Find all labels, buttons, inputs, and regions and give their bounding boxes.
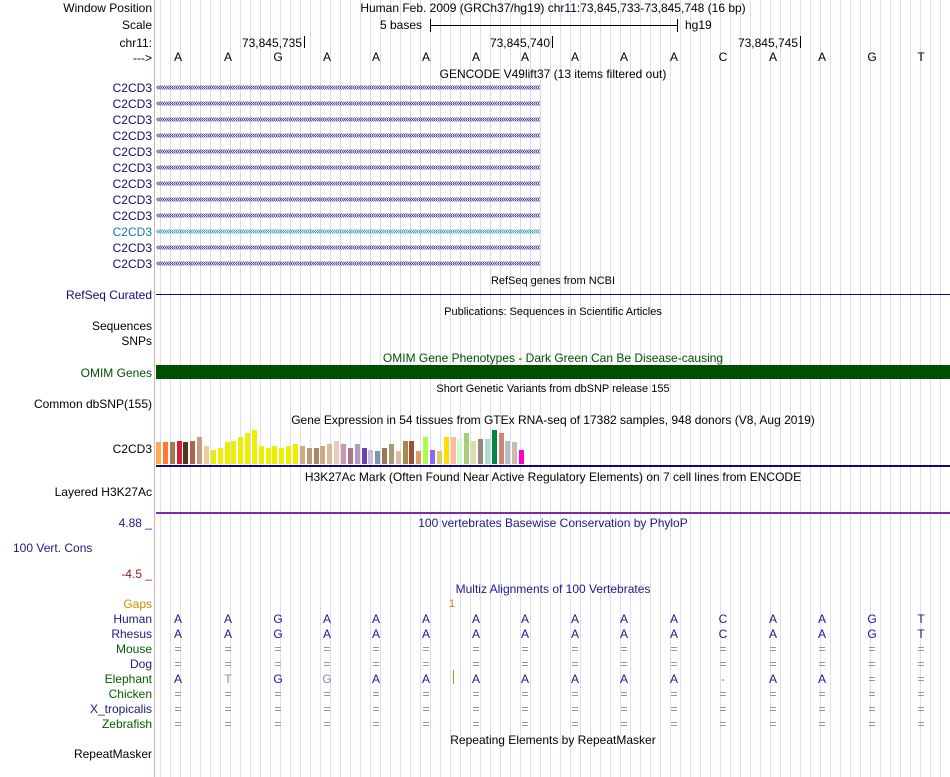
- gencode-transcript-label[interactable]: C2CD3: [112, 145, 152, 159]
- gtex-tissue-bar[interactable]: [416, 451, 421, 464]
- multiz-aligned-base: A: [223, 627, 232, 641]
- gencode-transcript-label[interactable]: C2CD3: [112, 193, 152, 207]
- multiz-species-label[interactable]: Dog: [129, 657, 152, 671]
- scale-text: 5 bases: [380, 18, 423, 32]
- gtex-tissue-bar[interactable]: [245, 433, 250, 464]
- dna-base: A: [669, 50, 678, 64]
- multiz-aligned-base: A: [768, 612, 777, 626]
- gtex-tissue-bar[interactable]: [389, 444, 394, 464]
- multiz-aligned-base: =: [917, 642, 925, 656]
- multiz-aligned-base: =: [224, 642, 232, 656]
- multiz-aligned-base: A: [768, 672, 777, 686]
- multiz-aligned-base: =: [868, 657, 876, 671]
- multiz-aligned-base: =: [472, 657, 480, 671]
- multiz-species-label[interactable]: Elephant: [104, 672, 152, 686]
- gtex-tissue-bar[interactable]: [238, 437, 243, 464]
- multiz-aligned-base: A: [371, 612, 380, 626]
- multiz-aligned-base: =: [571, 717, 579, 731]
- multiz-aligned-base: =: [323, 717, 331, 731]
- coordinate-label: 73,845,745: [737, 36, 798, 50]
- coordinate-label: 73,845,735: [241, 36, 302, 50]
- gtex-tissue-bar[interactable]: [266, 448, 271, 464]
- gtex-tissue-bar[interactable]: [190, 441, 195, 464]
- multiz-aligned-base: A: [421, 627, 430, 641]
- multiz-aligned-base: A: [471, 627, 480, 641]
- multiz-aligned-base: A: [817, 627, 826, 641]
- multiz-aligned-base: A: [471, 612, 480, 626]
- conservation-track-label[interactable]: 100 Vert. Cons: [13, 541, 93, 555]
- multiz-aligned-base: A: [669, 612, 678, 626]
- multiz-aligned-base: =: [818, 687, 826, 701]
- gtex-tissue-bar[interactable]: [403, 441, 408, 464]
- gtex-tissue-bar[interactable]: [409, 441, 414, 464]
- gtex-tissue-bar[interactable]: [279, 448, 284, 464]
- gtex-tissue-bar[interactable]: [451, 437, 456, 464]
- multiz-species-label[interactable]: Mouse: [115, 642, 152, 656]
- multiz-aligned-base: =: [769, 657, 777, 671]
- multiz-aligned-base: =: [917, 702, 925, 716]
- omim-track-label[interactable]: OMIM Genes: [80, 366, 152, 380]
- multiz-aligned-base: A: [371, 627, 380, 641]
- refseq-track-label[interactable]: RefSeq Curated: [65, 288, 152, 302]
- dna-base: A: [223, 50, 232, 64]
- multiz-aligned-base: A: [570, 672, 579, 686]
- multiz-aligned-base: A: [421, 612, 430, 626]
- multiz-aligned-base: A: [322, 612, 331, 626]
- gencode-transcript-feature[interactable]: ‹‹‹‹‹‹‹‹‹‹‹‹‹‹‹‹‹‹‹‹‹‹‹‹‹‹‹‹‹‹‹‹‹‹‹‹‹‹‹‹‹‹‹‹‹‹‹‹‹‹‹‹‹‹‹‹‹‹‹‹‹‹‹‹‹‹‹‹‹‹‹‹‹‹‹‹‹‹‹‹‹‹‹‹‹‹‹‹‹‹‹‹‹‹‹‹‹‹‹‹‹‹‹‹‹‹‹‹‹‹‹‹‹‹‹‹‹‹‹‹‹‹‹‹‹‹‹‹‹‹‹‹‹‹‹‹‹‹‹‹‹‹‹‹‹‹‹‹‹‹‹‹‹‹‹‹‹‹‹‹‹‹‹‹‹‹‹‹‹‹‹‹‹‹‹‹‹‹‹‹: [156, 242, 540, 253]
- gencode-transcript-feature[interactable]: ‹‹‹‹‹‹‹‹‹‹‹‹‹‹‹‹‹‹‹‹‹‹‹‹‹‹‹‹‹‹‹‹‹‹‹‹‹‹‹‹‹‹‹‹‹‹‹‹‹‹‹‹‹‹‹‹‹‹‹‹‹‹‹‹‹‹‹‹‹‹‹‹‹‹‹‹‹‹‹‹‹‹‹‹‹‹‹‹‹‹‹‹‹‹‹‹‹‹‹‹‹‹‹‹‹‹‹‹‹‹‹‹‹‹‹‹‹‹‹‹‹‹‹‹‹‹‹‹‹‹‹‹‹‹‹‹‹‹‹‹‹‹‹‹‹‹‹‹‹‹‹‹‹‹‹‹‹‹‹‹‹‹‹‹‹‹‹‹‹‹‹‹‹‹‹‹‹‹‹‹: [156, 210, 540, 221]
- refseq-track-title[interactable]: RefSeq genes from NCBI: [490, 275, 616, 287]
- multiz-aligned-base: =: [769, 702, 777, 716]
- multiz-aligned-base: A: [520, 627, 529, 641]
- gtex-tissue-bar[interactable]: [519, 450, 524, 464]
- multiz-aligned-base: =: [917, 717, 925, 731]
- gtex-tissue-bar[interactable]: [327, 444, 332, 464]
- gtex-tissue-bar[interactable]: [341, 444, 346, 464]
- conservation-ymax-label: 4.88 _: [118, 516, 152, 530]
- gtex-tissue-bar[interactable]: [382, 448, 387, 464]
- gencode-transcript-label[interactable]: C2CD3: [112, 241, 152, 255]
- gtex-tissue-bar[interactable]: [437, 451, 442, 464]
- multiz-aligned-base: A: [570, 627, 579, 641]
- multiz-aligned-base: T: [917, 612, 925, 626]
- gtex-tissue-bar[interactable]: [362, 448, 367, 464]
- scale-tick-left: [430, 19, 431, 32]
- multiz-aligned-base: =: [670, 702, 678, 716]
- multiz-aligned-base: A: [669, 672, 678, 686]
- multiz-aligned-base: =: [818, 702, 826, 716]
- multiz-aligned-base: G: [867, 612, 877, 626]
- multiz-aligned-base: =: [670, 717, 678, 731]
- multiz-aligned-base: =: [719, 687, 727, 701]
- label-separator: [154, 0, 155, 777]
- gtex-tissue-bar[interactable]: [183, 442, 188, 464]
- multiz-aligned-base: =: [571, 657, 579, 671]
- gtex-tissue-bar[interactable]: [320, 446, 325, 464]
- multiz-aligned-base: =: [372, 642, 380, 656]
- dna-base: A: [817, 50, 826, 64]
- window-position-value: Human Feb. 2009 (GRCh37/hg19) chr11:73,845,733-73,845,748 (16 bp): [360, 1, 746, 15]
- dna-base: T: [917, 50, 925, 64]
- dna-base: A: [322, 50, 331, 64]
- multiz-aligned-base: =: [274, 642, 282, 656]
- publications-track-title[interactable]: Publications: Sequences in Scientific Articles: [444, 306, 662, 318]
- multiz-aligned-base: =: [719, 717, 727, 731]
- gtex-tissue-bar[interactable]: [355, 444, 360, 464]
- gtex-tissue-bar[interactable]: [218, 448, 223, 464]
- multiz-aligned-base: T: [917, 627, 925, 641]
- multiz-aligned-base: =: [372, 702, 380, 716]
- gencode-transcript-label[interactable]: C2CD3: [112, 161, 152, 175]
- multiz-aligned-base: A: [322, 627, 331, 641]
- multiz-aligned-base: =: [868, 672, 876, 686]
- gtex-tissue-bar[interactable]: [512, 442, 517, 464]
- scale-label: Scale: [121, 18, 152, 32]
- multiz-aligned-base: =: [422, 657, 430, 671]
- gtex-tissue-bar[interactable]: [492, 430, 497, 464]
- multiz-aligned-base: =: [868, 642, 876, 656]
- multiz-aligned-base: A: [570, 612, 579, 626]
- gtex-tissue-bar[interactable]: [471, 441, 476, 464]
- gtex-tissue-bar[interactable]: [272, 446, 277, 464]
- multiz-gaps-label[interactable]: Gaps: [123, 597, 152, 611]
- multiz-aligned-base: =: [620, 702, 628, 716]
- gtex-tissue-bar[interactable]: [252, 430, 257, 464]
- gencode-transcript-feature[interactable]: ‹‹‹‹‹‹‹‹‹‹‹‹‹‹‹‹‹‹‹‹‹‹‹‹‹‹‹‹‹‹‹‹‹‹‹‹‹‹‹‹‹‹‹‹‹‹‹‹‹‹‹‹‹‹‹‹‹‹‹‹‹‹‹‹‹‹‹‹‹‹‹‹‹‹‹‹‹‹‹‹‹‹‹‹‹‹‹‹‹‹‹‹‹‹‹‹‹‹‹‹‹‹‹‹‹‹‹‹‹‹‹‹‹‹‹‹‹‹‹‹‹‹‹‹‹‹‹‹‹‹‹‹‹‹‹‹‹‹‹‹‹‹‹‹‹‹‹‹‹‹‹‹‹‹‹‹‹‹‹‹‹‹‹‹‹‹‹‹‹‹‹‹‹‹‹‹‹‹‹‹: [156, 226, 540, 237]
- multiz-aligned-base: =: [274, 702, 282, 716]
- window-position-label: Window Position: [63, 1, 152, 15]
- multiz-aligned-base: =: [917, 657, 925, 671]
- gtex-tissue-bar[interactable]: [163, 442, 168, 464]
- gtex-tissue-bar[interactable]: [293, 444, 298, 464]
- multiz-aligned-base: C: [718, 612, 728, 626]
- dna-base: A: [619, 50, 628, 64]
- gtex-tissue-bar[interactable]: [368, 450, 373, 464]
- gtex-tissue-bar[interactable]: [170, 442, 175, 464]
- gtex-tissue-bar[interactable]: [259, 446, 264, 464]
- publications-sequences-label[interactable]: Sequences: [91, 319, 152, 333]
- multiz-aligned-base: T: [224, 672, 232, 686]
- multiz-aligned-base: =: [620, 657, 628, 671]
- multiz-aligned-base: =: [868, 687, 876, 701]
- scale-tick-right: [677, 19, 678, 32]
- multiz-aligned-base: =: [571, 702, 579, 716]
- multiz-aligned-base: =: [521, 717, 529, 731]
- multiz-species-label[interactable]: Chicken: [108, 687, 152, 701]
- multiz-aligned-base: =: [174, 657, 182, 671]
- dna-base: A: [520, 50, 529, 64]
- omim-track-title[interactable]: OMIM Gene Phenotypes - Dark Green Can Be Disease-causing: [382, 351, 724, 365]
- coordinate-label: 73,845,740: [489, 36, 550, 50]
- gtex-tissue-bar[interactable]: [197, 437, 202, 464]
- multiz-aligned-base: =: [422, 717, 430, 731]
- multiz-aligned-base: =: [769, 687, 777, 701]
- multiz-aligned-base: A: [768, 627, 777, 641]
- multiz-aligned-base: A: [173, 672, 182, 686]
- multiz-aligned-base: =: [274, 687, 282, 701]
- gtex-tissue-bar[interactable]: [314, 448, 319, 464]
- multiz-aligned-base: =: [521, 657, 529, 671]
- gtex-tissue-bar[interactable]: [300, 446, 305, 464]
- multiz-aligned-base: =: [372, 717, 380, 731]
- multiz-aligned-base: =: [521, 687, 529, 701]
- dna-base: C: [718, 50, 728, 64]
- multiz-aligned-base: =: [323, 702, 331, 716]
- gtex-gene-line: [156, 465, 950, 467]
- multiz-aligned-base: =: [174, 687, 182, 701]
- multiz-aligned-base: =: [670, 687, 678, 701]
- gencode-transcript-label[interactable]: C2CD3: [112, 97, 152, 111]
- h3k27ac-track-label[interactable]: Layered H3K27Ac: [54, 485, 152, 499]
- dbsnp-track-label[interactable]: Common dbSNP(155): [33, 397, 152, 411]
- multiz-aligned-base: =: [224, 657, 232, 671]
- gtex-tissue-bar[interactable]: [478, 439, 483, 464]
- gencode-transcript-feature[interactable]: ‹‹‹‹‹‹‹‹‹‹‹‹‹‹‹‹‹‹‹‹‹‹‹‹‹‹‹‹‹‹‹‹‹‹‹‹‹‹‹‹‹‹‹‹‹‹‹‹‹‹‹‹‹‹‹‹‹‹‹‹‹‹‹‹‹‹‹‹‹‹‹‹‹‹‹‹‹‹‹‹‹‹‹‹‹‹‹‹‹‹‹‹‹‹‹‹‹‹‹‹‹‹‹‹‹‹‹‹‹‹‹‹‹‹‹‹‹‹‹‹‹‹‹‹‹‹‹‹‹‹‹‹‹‹‹‹‹‹‹‹‹‹‹‹‹‹‹‹‹‹‹‹‹‹‹‹‹‹‹‹‹‹‹‹‹‹‹‹‹‹‹‹‹‹‹‹‹‹‹‹: [156, 82, 540, 93]
- multiz-aligned-base: =: [274, 717, 282, 731]
- gencode-transcript-feature[interactable]: ‹‹‹‹‹‹‹‹‹‹‹‹‹‹‹‹‹‹‹‹‹‹‹‹‹‹‹‹‹‹‹‹‹‹‹‹‹‹‹‹‹‹‹‹‹‹‹‹‹‹‹‹‹‹‹‹‹‹‹‹‹‹‹‹‹‹‹‹‹‹‹‹‹‹‹‹‹‹‹‹‹‹‹‹‹‹‹‹‹‹‹‹‹‹‹‹‹‹‹‹‹‹‹‹‹‹‹‹‹‹‹‹‹‹‹‹‹‹‹‹‹‹‹‹‹‹‹‹‹‹‹‹‹‹‹‹‹‹‹‹‹‹‹‹‹‹‹‹‹‹‹‹‹‹‹‹‹‹‹‹‹‹‹‹‹‹‹‹‹‹‹‹‹‹‹‹‹‹‹‹: [156, 114, 540, 125]
- multiz-aligned-base: =: [472, 717, 480, 731]
- gtex-tissue-bar[interactable]: [156, 442, 161, 464]
- multiz-aligned-base: =: [719, 657, 727, 671]
- gtex-tissue-bar[interactable]: [464, 433, 469, 464]
- gencode-transcript-label[interactable]: C2CD3: [112, 81, 152, 95]
- multiz-aligned-base: G: [322, 672, 332, 686]
- strand-arrow-label: --->: [133, 51, 152, 65]
- gtex-tissue-bar[interactable]: [348, 448, 353, 464]
- multiz-species-label[interactable]: X_tropicalis: [89, 702, 152, 716]
- multiz-aligned-base: A: [520, 612, 529, 626]
- gtex-track-label[interactable]: C2CD3: [112, 442, 152, 456]
- gencode-transcript-label[interactable]: C2CD3: [112, 209, 152, 223]
- multiz-aligned-base: A: [817, 612, 826, 626]
- gencode-transcript-label[interactable]: C2CD3: [112, 225, 152, 239]
- multiz-aligned-base: =: [174, 642, 182, 656]
- gtex-tissue-bar[interactable]: [499, 433, 504, 464]
- multiz-aligned-base: =: [422, 702, 430, 716]
- scale-line: [430, 25, 678, 26]
- gencode-track-title[interactable]: GENCODE V49lift37 (13 items filtered out): [439, 67, 667, 81]
- multiz-aligned-base: =: [620, 717, 628, 731]
- h3k27ac-signal-line[interactable]: [156, 512, 950, 514]
- dna-base: A: [173, 50, 182, 64]
- gencode-transcript-label[interactable]: C2CD3: [112, 177, 152, 191]
- multiz-aligned-base: =: [472, 687, 480, 701]
- multiz-aligned-base: A: [471, 672, 480, 686]
- multiz-aligned-base: =: [472, 702, 480, 716]
- multiz-aligned-base: =: [174, 717, 182, 731]
- multiz-insertion-marker: [453, 670, 454, 684]
- gtex-tissue-bar[interactable]: [204, 446, 209, 464]
- multiz-aligned-base: =: [372, 687, 380, 701]
- multiz-aligned-base: =: [818, 657, 826, 671]
- multiz-aligned-base: A: [173, 612, 182, 626]
- h3k27ac-track-title[interactable]: H3K27Ac Mark (Often Found Near Active Regulatory Elements) on 7 cell lines from ENCODE: [304, 470, 802, 484]
- multiz-aligned-base: =: [670, 642, 678, 656]
- multiz-aligned-base: A: [669, 627, 678, 641]
- dbsnp-track-title[interactable]: Short Genetic Variants from dbSNP release 155: [436, 383, 670, 395]
- gencode-transcript-feature[interactable]: ‹‹‹‹‹‹‹‹‹‹‹‹‹‹‹‹‹‹‹‹‹‹‹‹‹‹‹‹‹‹‹‹‹‹‹‹‹‹‹‹‹‹‹‹‹‹‹‹‹‹‹‹‹‹‹‹‹‹‹‹‹‹‹‹‹‹‹‹‹‹‹‹‹‹‹‹‹‹‹‹‹‹‹‹‹‹‹‹‹‹‹‹‹‹‹‹‹‹‹‹‹‹‹‹‹‹‹‹‹‹‹‹‹‹‹‹‹‹‹‹‹‹‹‹‹‹‹‹‹‹‹‹‹‹‹‹‹‹‹‹‹‹‹‹‹‹‹‹‹‹‹‹‹‹‹‹‹‹‹‹‹‹‹‹‹‹‹‹‹‹‹‹‹‹‹‹‹‹‹‹: [156, 130, 540, 141]
- multiz-aligned-base: =: [917, 687, 925, 701]
- multiz-aligned-base: =: [422, 642, 430, 656]
- publications-snps-label[interactable]: SNPs: [121, 334, 152, 348]
- multiz-species-label[interactable]: Zebrafish: [101, 717, 152, 731]
- multiz-aligned-base: G: [867, 627, 877, 641]
- gtex-tissue-bar[interactable]: [211, 450, 216, 464]
- gtex-tissue-bar[interactable]: [423, 437, 428, 464]
- scale-db: hg19: [685, 18, 712, 32]
- dna-base: A: [421, 50, 430, 64]
- gencode-transcript-feature[interactable]: ‹‹‹‹‹‹‹‹‹‹‹‹‹‹‹‹‹‹‹‹‹‹‹‹‹‹‹‹‹‹‹‹‹‹‹‹‹‹‹‹‹‹‹‹‹‹‹‹‹‹‹‹‹‹‹‹‹‹‹‹‹‹‹‹‹‹‹‹‹‹‹‹‹‹‹‹‹‹‹‹‹‹‹‹‹‹‹‹‹‹‹‹‹‹‹‹‹‹‹‹‹‹‹‹‹‹‹‹‹‹‹‹‹‹‹‹‹‹‹‹‹‹‹‹‹‹‹‹‹‹‹‹‹‹‹‹‹‹‹‹‹‹‹‹‹‹‹‹‹‹‹‹‹‹‹‹‹‹‹‹‹‹‹‹‹‹‹‹‹‹‹‹‹‹‹‹‹‹‹‹: [156, 178, 540, 189]
- dna-base: A: [768, 50, 777, 64]
- gtex-tissue-bar[interactable]: [444, 437, 449, 464]
- multiz-aligned-base: A: [619, 672, 628, 686]
- dna-base: A: [471, 50, 480, 64]
- gtex-tissue-bar[interactable]: [375, 451, 380, 464]
- multiz-aligned-base: =: [719, 642, 727, 656]
- gtex-tissue-bar[interactable]: [396, 451, 401, 464]
- gencode-transcript-label[interactable]: C2CD3: [112, 129, 152, 143]
- multiz-aligned-base: =: [769, 717, 777, 731]
- coordinate-tick: [552, 36, 553, 48]
- conservation-track-title[interactable]: 100 vertebrates Basewise Conservation by PhyloP: [418, 516, 688, 530]
- multiz-aligned-base: =: [422, 687, 430, 701]
- multiz-gaps-marker[interactable]: 1: [449, 598, 456, 610]
- chrom-label: chr11:: [119, 36, 152, 50]
- gtex-tissue-bar[interactable]: [231, 441, 236, 464]
- dna-base: A: [371, 50, 380, 64]
- multiz-aligned-base: =: [224, 717, 232, 731]
- gtex-tissue-bar[interactable]: [177, 441, 182, 464]
- multiz-aligned-base: =: [323, 657, 331, 671]
- multiz-aligned-base: A: [173, 627, 182, 641]
- multiz-aligned-base: A: [421, 672, 430, 686]
- multiz-aligned-base: =: [521, 702, 529, 716]
- gtex-tissue-bar[interactable]: [286, 446, 291, 464]
- gencode-transcript-feature[interactable]: ‹‹‹‹‹‹‹‹‹‹‹‹‹‹‹‹‹‹‹‹‹‹‹‹‹‹‹‹‹‹‹‹‹‹‹‹‹‹‹‹‹‹‹‹‹‹‹‹‹‹‹‹‹‹‹‹‹‹‹‹‹‹‹‹‹‹‹‹‹‹‹‹‹‹‹‹‹‹‹‹‹‹‹‹‹‹‹‹‹‹‹‹‹‹‹‹‹‹‹‹‹‹‹‹‹‹‹‹‹‹‹‹‹‹‹‹‹‹‹‹‹‹‹‹‹‹‹‹‹‹‹‹‹‹‹‹‹‹‹‹‹‹‹‹‹‹‹‹‹‹‹‹‹‹‹‹‹‹‹‹‹‹‹‹‹‹‹‹‹‹‹‹‹‹‹‹‹‹‹‹: [156, 98, 540, 109]
- multiz-aligned-base: C: [718, 627, 728, 641]
- multiz-aligned-base: A: [619, 627, 628, 641]
- multiz-aligned-base: =: [620, 642, 628, 656]
- multiz-aligned-base: =: [571, 687, 579, 701]
- gencode-transcript-feature[interactable]: ‹‹‹‹‹‹‹‹‹‹‹‹‹‹‹‹‹‹‹‹‹‹‹‹‹‹‹‹‹‹‹‹‹‹‹‹‹‹‹‹‹‹‹‹‹‹‹‹‹‹‹‹‹‹‹‹‹‹‹‹‹‹‹‹‹‹‹‹‹‹‹‹‹‹‹‹‹‹‹‹‹‹‹‹‹‹‹‹‹‹‹‹‹‹‹‹‹‹‹‹‹‹‹‹‹‹‹‹‹‹‹‹‹‹‹‹‹‹‹‹‹‹‹‹‹‹‹‹‹‹‹‹‹‹‹‹‹‹‹‹‹‹‹‹‹‹‹‹‹‹‹‹‹‹‹‹‹‹‹‹‹‹‹‹‹‹‹‹‹‹‹‹‹‹‹‹‹‹‹‹: [156, 146, 540, 157]
- multiz-aligned-base: =: [571, 642, 579, 656]
- multiz-aligned-base: =: [472, 642, 480, 656]
- multiz-aligned-base: =: [620, 687, 628, 701]
- multiz-aligned-base: =: [372, 657, 380, 671]
- multiz-aligned-base: =: [719, 702, 727, 716]
- dna-base: G: [273, 50, 283, 64]
- multiz-aligned-base: =: [274, 657, 282, 671]
- multiz-species-label[interactable]: Human: [113, 612, 152, 626]
- repeatmasker-track-title[interactable]: Repeating Elements by RepeatMasker: [450, 733, 656, 747]
- gtex-track-title[interactable]: Gene Expression in 54 tissues from GTEx RNA-seq of 17382 samples, 948 donors (V8, Aug 2019): [291, 413, 815, 427]
- multiz-aligned-base: =: [174, 702, 182, 716]
- gencode-transcript-feature[interactable]: ‹‹‹‹‹‹‹‹‹‹‹‹‹‹‹‹‹‹‹‹‹‹‹‹‹‹‹‹‹‹‹‹‹‹‹‹‹‹‹‹‹‹‹‹‹‹‹‹‹‹‹‹‹‹‹‹‹‹‹‹‹‹‹‹‹‹‹‹‹‹‹‹‹‹‹‹‹‹‹‹‹‹‹‹‹‹‹‹‹‹‹‹‹‹‹‹‹‹‹‹‹‹‹‹‹‹‹‹‹‹‹‹‹‹‹‹‹‹‹‹‹‹‹‹‹‹‹‹‹‹‹‹‹‹‹‹‹‹‹‹‹‹‹‹‹‹‹‹‹‹‹‹‹‹‹‹‹‹‹‹‹‹‹‹‹‹‹‹‹‹‹‹‹‹‹‹‹‹‹‹: [156, 258, 540, 269]
- multiz-aligned-base: A: [371, 672, 380, 686]
- gtex-tissue-bar[interactable]: [430, 450, 435, 464]
- multiz-aligned-base: =: [521, 642, 529, 656]
- omim-feature-bar[interactable]: [156, 365, 950, 379]
- multiz-aligned-base: =: [323, 642, 331, 656]
- gtex-tissue-bar[interactable]: [334, 441, 339, 464]
- multiz-aligned-base: A: [619, 612, 628, 626]
- multiz-track-title[interactable]: Multiz Alignments of 100 Vertebrates: [455, 582, 651, 596]
- repeatmasker-track-label[interactable]: RepeatMasker: [73, 747, 152, 761]
- multiz-aligned-base: =: [224, 702, 232, 716]
- gtex-tissue-bar[interactable]: [307, 448, 312, 464]
- multiz-aligned-base: G: [273, 672, 283, 686]
- gencode-transcript-label[interactable]: C2CD3: [112, 113, 152, 127]
- multiz-species-label[interactable]: Rhesus: [111, 627, 152, 641]
- gencode-transcript-label[interactable]: C2CD3: [112, 257, 152, 271]
- multiz-aligned-base: =: [917, 672, 925, 686]
- gtex-tissue-bar[interactable]: [485, 439, 490, 464]
- multiz-aligned-base: A: [223, 612, 232, 626]
- multiz-aligned-base: A: [520, 672, 529, 686]
- gtex-tissue-bar[interactable]: [457, 439, 462, 464]
- gencode-transcript-feature[interactable]: ‹‹‹‹‹‹‹‹‹‹‹‹‹‹‹‹‹‹‹‹‹‹‹‹‹‹‹‹‹‹‹‹‹‹‹‹‹‹‹‹‹‹‹‹‹‹‹‹‹‹‹‹‹‹‹‹‹‹‹‹‹‹‹‹‹‹‹‹‹‹‹‹‹‹‹‹‹‹‹‹‹‹‹‹‹‹‹‹‹‹‹‹‹‹‹‹‹‹‹‹‹‹‹‹‹‹‹‹‹‹‹‹‹‹‹‹‹‹‹‹‹‹‹‹‹‹‹‹‹‹‹‹‹‹‹‹‹‹‹‹‹‹‹‹‹‹‹‹‹‹‹‹‹‹‹‹‹‹‹‹‹‹‹‹‹‹‹‹‹‹‹‹‹‹‹‹‹‹‹‹: [156, 194, 540, 205]
- multiz-aligned-base: =: [818, 717, 826, 731]
- gtex-expression-bars[interactable]: [156, 428, 556, 464]
- refseq-gene-line[interactable]: [156, 294, 950, 295]
- multiz-aligned-base: =: [670, 657, 678, 671]
- multiz-aligned-base: =: [224, 687, 232, 701]
- multiz-aligned-base: G: [273, 627, 283, 641]
- multiz-aligned-base: A: [817, 672, 826, 686]
- multiz-aligned-base: =: [769, 642, 777, 656]
- dna-base: A: [570, 50, 579, 64]
- multiz-aligned-base: =: [868, 702, 876, 716]
- multiz-aligned-base: G: [273, 612, 283, 626]
- multiz-aligned-base: =: [818, 642, 826, 656]
- dna-base: G: [867, 50, 877, 64]
- gencode-transcript-feature[interactable]: ‹‹‹‹‹‹‹‹‹‹‹‹‹‹‹‹‹‹‹‹‹‹‹‹‹‹‹‹‹‹‹‹‹‹‹‹‹‹‹‹‹‹‹‹‹‹‹‹‹‹‹‹‹‹‹‹‹‹‹‹‹‹‹‹‹‹‹‹‹‹‹‹‹‹‹‹‹‹‹‹‹‹‹‹‹‹‹‹‹‹‹‹‹‹‹‹‹‹‹‹‹‹‹‹‹‹‹‹‹‹‹‹‹‹‹‹‹‹‹‹‹‹‹‹‹‹‹‹‹‹‹‹‹‹‹‹‹‹‹‹‹‹‹‹‹‹‹‹‹‹‹‹‹‹‹‹‹‹‹‹‹‹‹‹‹‹‹‹‹‹‹‹‹‹‹‹‹‹‹‹: [156, 162, 540, 173]
- coordinate-tick: [304, 36, 305, 48]
- conservation-ymin-label: -4.5 _: [121, 567, 152, 581]
- multiz-aligned-base: -: [721, 672, 725, 686]
- gtex-tissue-bar[interactable]: [225, 442, 230, 464]
- coordinate-tick: [800, 36, 801, 48]
- multiz-aligned-base: =: [323, 687, 331, 701]
- gtex-tissue-bar[interactable]: [505, 441, 510, 464]
- multiz-aligned-base: =: [868, 717, 876, 731]
